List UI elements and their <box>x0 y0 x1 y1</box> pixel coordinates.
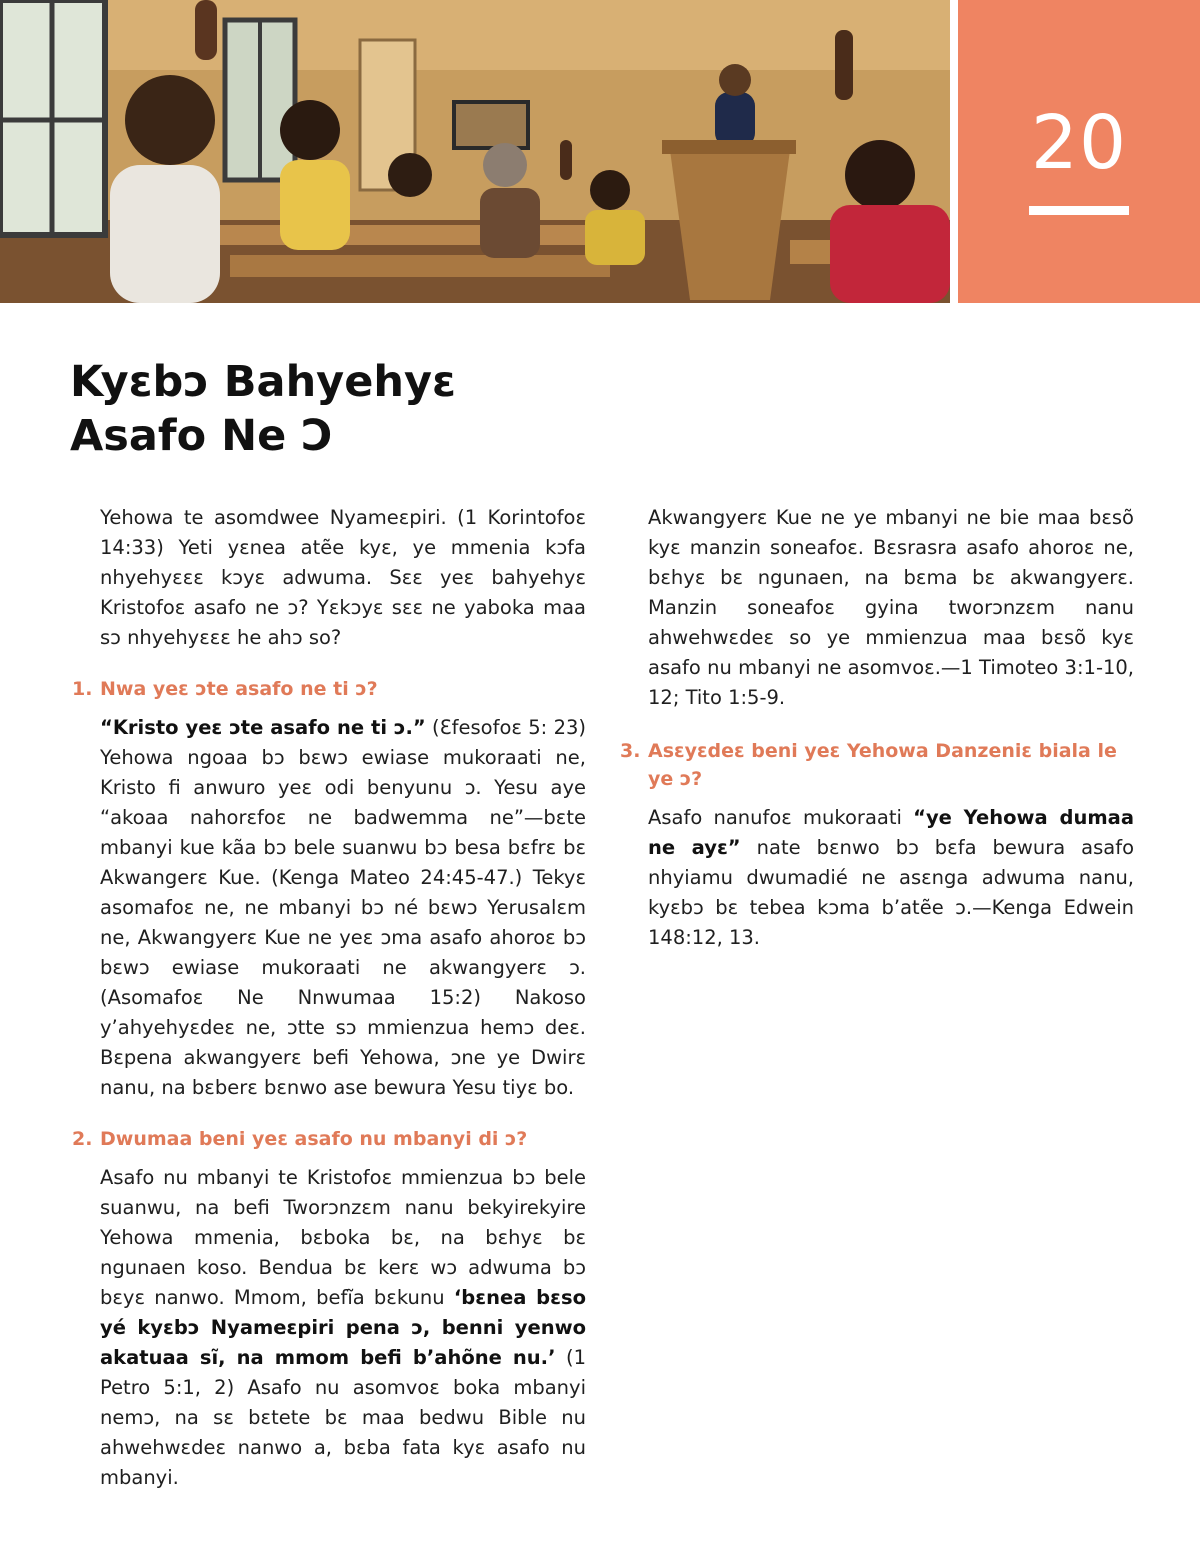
answer-2-body-2: (1 Petro 5:1, 2) Asafo nu asomvoɛ boka mbanyi nemɔ, na sɛ bɛtete bɛ maa bedwu Bible nu ahwehwɛdeɛ nanwo a, bɛba fata kyɛ asafo nu mbanyi. <box>100 1346 587 1489</box>
left-column <box>72 503 586 1506</box>
page-title <box>70 355 456 463</box>
answer-3-paragraph <box>620 803 1134 953</box>
answer-2-body-1: Asafo nu mbanyi te Kristofoɛ mmienzua bɔ bele suanwu, na befi Tworɔnzɛm nanu bekyirekyire Yehowa mmenia, bɛboka bɛ, na bɛhyɛ bɛ ngunaen koso. Bendua bɛ kerɛ wɔ adwuma bɔ bɛyɛ nanwo. Mmom, befĩa bɛkunu <box>100 1166 586 1309</box>
answer-3-body-2: nate bɛnwo bɔ bɛfa bewura asafo nhyiamu dwumadié ne asɛnga adwuma nanu, kyɛbɔ bɛ tebea kɔma b’atẽe ɔ.—Kenga Edwein 148:12, 13. <box>648 836 1135 949</box>
question-2-text: Dwumaa beni yeɛ asafo nu mbanyi di ɔ? <box>100 1128 528 1150</box>
hero-image <box>0 0 950 303</box>
title-line-2: Asafo Ne Ɔ <box>70 411 333 461</box>
question-1-text: Nwa yeɛ ɔte asafo ne ti ɔ? <box>100 678 378 700</box>
intro-paragraph: Yehowa te asomdwee Nyameɛpiri. (1 Korintofoɛ 14:33) Yeti yɛnea atẽe kyɛ, ye mmenia kɔfa nhyehyɛɛɛ kɔyɛ adwuma. Sɛɛ yeɛ bahyehyɛ Kristofoɛ asafo ne ɔ? Yɛkɔyɛ sɛɛ ne yaboka maa sɔ nhyehyɛɛɛ he ahɔ so? <box>100 506 586 649</box>
answer-2-bold: ‘bɛnea bɛso yé kyɛbɔ Nyameɛpiri pena ɔ, benni yenwo akatuaa sĩ, na mmom befi b’ahõne nu.’ <box>100 1286 586 1369</box>
answer-3-bold: “ye Yehowa dumaa ne ayɛ” <box>648 806 1134 859</box>
answer-1-paragraph <box>72 713 586 1103</box>
answer-2-paragraph-2: Akwangyerɛ Kue ne ye mbanyi ne bie maa bɛsõ kyɛ manzin soneafoɛ. Bɛsrasra asafo ahoroɛ ne, bɛhyɛ bɛ ngunaen, na bɛma bɛ akwangyerɛ. Manzin soneafoɛ gyina tworɔnzɛm nanu ahwehwɛdeɛ so ye mmienzua maa bɛsõ kyɛ asafo nu mbanyi ne asomvoɛ.—1 Timoteo 3:1-10, 12; Tito 1:5-9. <box>648 506 1134 709</box>
answer-1-body: (Ɛfesofoɛ 5: 23) Yehowa ngoaa bɔ bɛwɔ ewiase mukoraati ne, Kristo fi anwuro yeɛ odi benyunu ɔ. Yesu aye “akoaa nahorɛfoɛ ne badwemma ne”—bɛte mbanyi kue kãa bɔ bele suanwu bɔ besa bɛfrɛ bɛ Akwangerɛ Kue. (Kenga Mateo 24:45-47.) Tekyɛ asomafoɛ ne, ne mbanyi bɔ né bɛwɔ Yerusalɛm ne, Akwangyerɛ Kue ne yeɛ ɔma asafo ahoroɛ bɔ bɛwɔ ewiase mukoraati ne akwangyerɛ ɔ. (Asomafoɛ Ne Nnwumaa 15:2) Nakoso y’ahyehyɛdeɛ ne, ɔtte sɔ mmienzua hemɔ deɛ. Bɛpena akwangyerɛ befi Yehowa, ɔne ye Dwirɛ nanu, na bɛberɛ bɛnwo ase bewura Yesu tiyɛ bo. <box>100 716 586 1099</box>
chapter-number: 20 <box>1030 100 1128 186</box>
answer-3-body-1: Asafo nanufoɛ mukoraati <box>648 806 914 829</box>
question-2-number: 2. <box>72 1128 93 1150</box>
question-3-text: Asɛyɛdeɛ beni yeɛ Yehowa Danzeniɛ biala le ye ɔ? <box>648 740 1117 790</box>
question-1 <box>72 675 586 703</box>
answer-1-bold: “Kristo yeɛ ɔte asafo ne ti ɔ.” <box>100 716 426 739</box>
question-1-number: 1. <box>72 678 93 700</box>
answer-2-paragraph <box>72 1163 586 1493</box>
question-3 <box>620 737 1134 793</box>
title-line-1: Kyɛbɔ Bahyehyɛ <box>70 357 456 407</box>
right-column <box>620 503 1134 966</box>
question-2 <box>72 1125 586 1153</box>
question-3-number: 3. <box>620 740 641 762</box>
congregation-meeting-illustration <box>0 0 950 303</box>
chapter-rule <box>1029 206 1129 215</box>
chapter-number-box <box>958 0 1200 303</box>
